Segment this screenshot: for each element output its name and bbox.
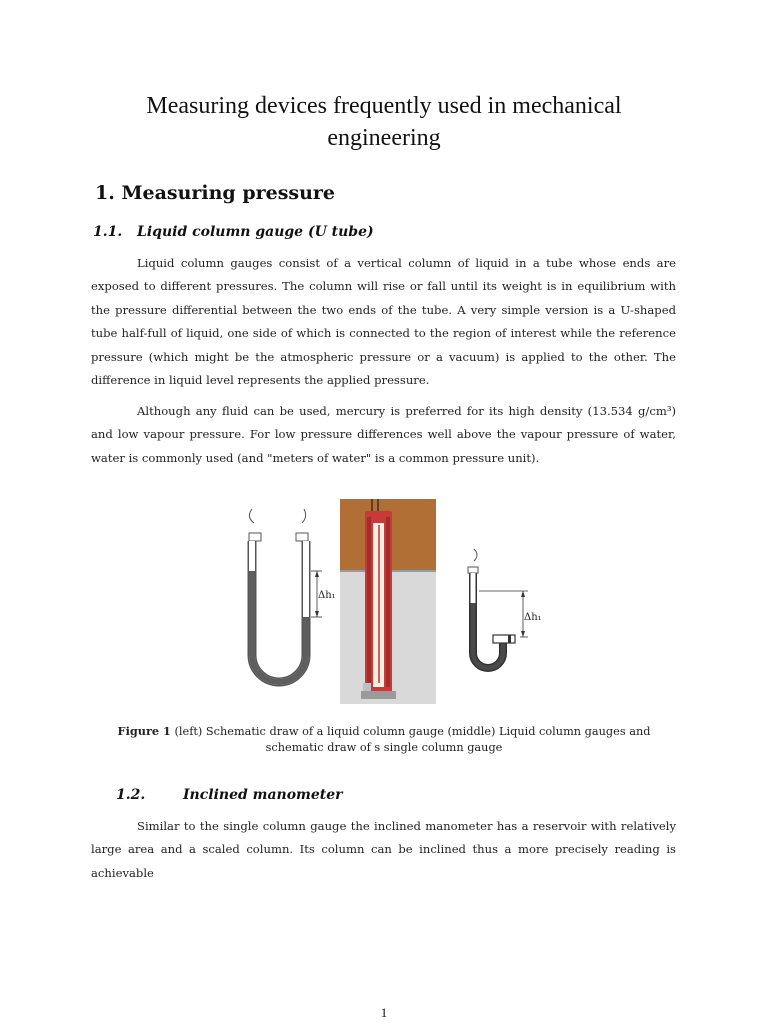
figure-caption-label: Figure 1 xyxy=(117,724,171,738)
paragraph: Liquid column gauges consist of a vertical column of liquid in a tube whose ends are exposed to different pressures. The column will rise or fall until its weight is in equilibrium with the pressure differential between the two ends of the tube. A very simple version is a U-shaped tube half-full of liquid, one side of which is connected to the region of interest while the reference pressure (which might be the atmospheric pressure or a vacuum) is applied to the other. The difference in liquid level represents the applied pressure. xyxy=(91,256,676,388)
u-tube-schematic xyxy=(249,509,322,682)
section-heading-measuring-pressure: 1. Measuring pressure xyxy=(95,182,336,204)
subsection-title: Inclined manometer xyxy=(183,787,343,803)
gauge-photo xyxy=(340,499,436,704)
document-title: Measuring devices frequently used in mechanical engineering xyxy=(146,93,622,151)
subsection-title: Liquid column gauge (U tube) xyxy=(137,224,374,240)
page-number: 1 xyxy=(380,1005,388,1020)
figure-caption xyxy=(90,723,678,756)
subsection-heading-1-2 xyxy=(116,787,343,803)
figure-caption-text: (left) Schematic draw of a liquid column gauge (middle) Liquid column gauges and schematic draw of s single column gauge xyxy=(170,725,651,754)
subsection-number: 1.2. xyxy=(116,787,146,803)
delta-h-label-left: Δh₁ xyxy=(318,590,336,601)
single-column-gauge-schematic xyxy=(468,549,528,668)
subsection-heading-1-1 xyxy=(93,224,374,240)
delta-h-label-right: Δh₁ xyxy=(524,612,542,623)
figure-manometers xyxy=(232,495,552,707)
paragraph: Similar to the single column gauge the inclined manometer has a reservoir with relatively large area and a scaled column. Its column can be inclined thus a more precisely reading is achievable xyxy=(91,819,676,880)
subsection-number: 1.1. xyxy=(93,224,123,240)
paragraph: Although any fluid can be used, mercury is preferred for its high density (13.534 g/cm³) and low vapour pressure. For low pressure differences well above the vapour pressure of water, water is commonly used (and "meters of water" is a common pressure unit). xyxy=(91,404,676,465)
